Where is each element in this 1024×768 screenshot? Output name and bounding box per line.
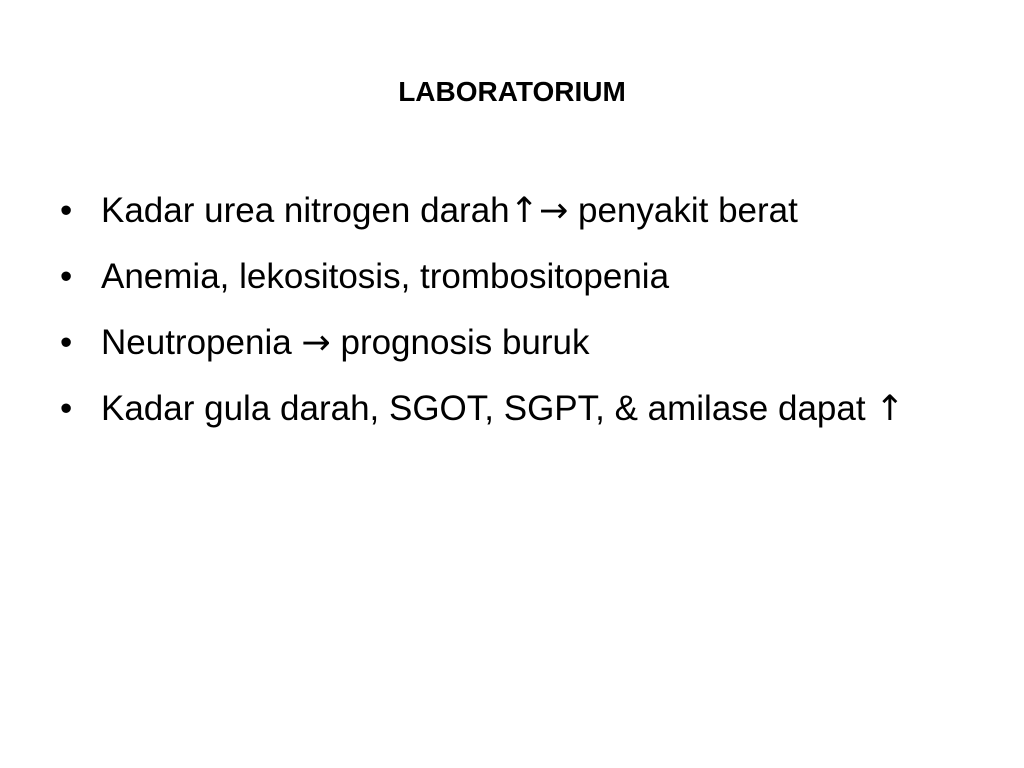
bullet-icon: • (60, 191, 73, 230)
up-arrow-icon: ↑ (875, 389, 905, 429)
bullet-list (60, 190, 960, 454)
bullet-text: Anemia, lekositosis, trombositopenia (101, 257, 670, 296)
up-arrow-icon: ↑ (509, 191, 539, 231)
bullet-icon: • (60, 389, 73, 428)
right-arrow-icon: → (301, 323, 331, 363)
bullet-text: Neutropenia (101, 323, 302, 362)
right-arrow-icon: → (538, 191, 569, 231)
bullet-text: penyakit berat (568, 191, 798, 230)
bullet-text: Kadar gula darah, SGOT, SGPT, & amilase dapat (101, 389, 876, 428)
list-item (60, 190, 960, 232)
bullet-icon: • (60, 323, 73, 362)
bullet-text: Kadar urea nitrogen darah (101, 191, 510, 230)
list-item (60, 388, 960, 430)
bullet-icon: • (60, 257, 73, 296)
list-item (60, 256, 960, 298)
bullet-text: prognosis buruk (330, 323, 590, 362)
slide-title: LABORATORIUM (398, 76, 626, 107)
list-item (60, 322, 960, 364)
